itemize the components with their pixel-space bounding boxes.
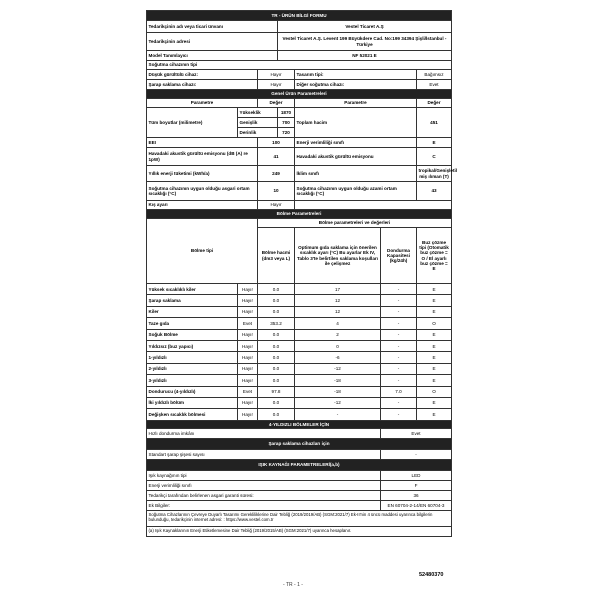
compartment-defrost-type: O	[417, 386, 452, 397]
compartment-present: Hayır	[238, 306, 258, 317]
dimension-name: Genişlik	[238, 118, 278, 128]
compartment-defrost-type: E	[417, 284, 452, 295]
compartment-volume: 0.0	[258, 329, 295, 340]
general-row-value: tropikal/Genişletil miş ılıman (T)	[417, 166, 452, 182]
fast-freeze-value: Evet	[381, 428, 452, 438]
compartment-subheader: Bölme parametreleri ve değerleri	[258, 219, 452, 228]
compartment-freeze-capacity: -	[381, 295, 417, 306]
compartment-freeze-capacity: -	[381, 375, 417, 386]
general-row-value: 10	[258, 182, 295, 201]
footnote-regulation: Soğutma Cihazlarının Çevreye Duyarlı Tasarımı Gerekliliklerine Dair Tebliğ (2019/2019/AB) (SGM:2021/7) Ek-II'nin 4 üncü maddesi uyarınca bilgilerin bulunduğu, tedarikçinin internet adresi: : https://www.vestel.com.tr	[147, 510, 452, 526]
appliance-type-header: Soğutma cihazının tipi	[147, 61, 452, 70]
compartment-temp: -6	[295, 352, 381, 363]
compartment-present: Evet	[238, 318, 258, 329]
dimension-value: 1870	[278, 108, 295, 118]
compartment-present: Hayır	[238, 329, 258, 340]
total-volume-label: Toplam hacim	[295, 108, 417, 138]
light-row-value: F	[381, 480, 452, 490]
compartment-volume-header: Bölme hacmi (dm3 veya L)	[258, 228, 295, 284]
light-row-label: Tedarikçi tarafından belirlenen asgari garanti süresi:	[147, 490, 381, 500]
compartment-present: Hayır	[238, 409, 258, 420]
light-row-label: Enerji verimliliği sınıfı	[147, 480, 381, 490]
compartment-name: Şarap saklama	[147, 295, 238, 306]
col-header-value: Değer	[258, 99, 295, 108]
type-row-value: Bağımsız	[417, 70, 452, 80]
general-row-label: Soğutma cihazının uygun olduğu azami ortam sıcaklığı (°C)	[295, 182, 417, 201]
col-header-value: Değer	[417, 99, 452, 108]
general-row-label: Soğutma cihazının uygun olduğu asgari ortam sıcaklığı (°C)	[147, 182, 258, 201]
dimension-name: Derinlik	[238, 128, 278, 138]
compartment-temp: -18	[295, 386, 381, 397]
compartment-name: Dondurucu (4-yıldızlı)	[147, 386, 238, 397]
compartment-temp: -	[295, 409, 381, 420]
compartment-defrost-type: E	[417, 306, 452, 317]
type-row-value: Evet	[417, 80, 452, 90]
compartment-volume: 0.0	[258, 363, 295, 374]
compartment-present: Hayır	[238, 363, 258, 374]
compartment-defrost-type: E	[417, 409, 452, 420]
compartment-volume: 0.0	[258, 284, 295, 295]
compartment-present: Evet	[238, 386, 258, 397]
compartment-temp: 4	[295, 318, 381, 329]
general-row-label: İklim sınıfı	[295, 166, 417, 182]
compartment-temp: 12	[295, 295, 381, 306]
compartment-freeze-capacity: -	[381, 306, 417, 317]
dimension-value: 720	[278, 128, 295, 138]
type-row-value: Hayır	[258, 70, 295, 80]
compartment-temp: -12	[295, 363, 381, 374]
compartment-present: Hayır	[238, 340, 258, 351]
compartment-defrost-type: E	[417, 295, 452, 306]
address-label: Tedarikçinin adresi	[147, 33, 278, 51]
compartment-freeze-capacity: -	[381, 329, 417, 340]
compartment-temp: 17	[295, 284, 381, 295]
light-row-label: Işık kaynağının tipi	[147, 470, 381, 480]
footnote-light-source: (a) Işık Kaynaklarının Enerji Etiketlemesine Dair Tebliğ (2019/2015/AB) (SGM:2021/7) uyarınca hesaplanır.	[147, 526, 452, 536]
compartment-volume: 97.8	[258, 386, 295, 397]
compartment-volume: 0.0	[258, 306, 295, 317]
general-row-value: 43	[417, 182, 452, 201]
compartment-temp: 0	[295, 340, 381, 351]
dimensions-label: Tüm boyutlar (milimetre)	[147, 108, 238, 138]
compartment-name: Kiler	[147, 306, 238, 317]
compartment-temp-header: Optimum gıda saklama için önerilen sıcaklık ayarı (°C) Bu ayarlar Ek IV, Tablo 3'te belirtilen saklama koşulları ile çelişmez	[295, 228, 381, 284]
compartment-freeze-header: Dondurma Kapasitesi (kg/24h)	[381, 228, 417, 284]
winter-setting-value: Hayır	[258, 201, 295, 210]
wine-bottles-label: Standart şarap şişesi sayısı	[147, 449, 381, 459]
compartment-params-header: Bölme Parametreleri	[147, 210, 452, 219]
model-label: Model Tanımlayıcı	[147, 51, 278, 61]
compartment-present: Hayır	[238, 375, 258, 386]
compartment-temp: 12	[295, 306, 381, 317]
page-number: - TR - 1 -	[283, 582, 303, 588]
winter-setting-label: Kış ayarı	[147, 201, 258, 210]
general-params-header: Genel Ürün Parametreleri	[147, 90, 452, 99]
compartment-name: 2-yıldızlı	[147, 363, 238, 374]
type-row-label: Diğer soğutma cihazı:	[295, 80, 417, 90]
general-row-label: Havadaki akustik gürültü emisyonu (dB (A) re 1pW)	[147, 148, 258, 166]
general-row-label: Havadaki akustik gürültü emisyonu	[295, 148, 417, 166]
compartment-name: Soğuk Bölme	[147, 329, 238, 340]
light-row-value: LED	[381, 470, 452, 480]
four-star-header: 4-YILDIZLI BÖLMELER İÇİN	[147, 420, 452, 428]
dimension-value: 700	[278, 118, 295, 128]
wine-bottles-value: -	[381, 449, 452, 459]
compartment-name: 3-yıldızlı	[147, 375, 238, 386]
type-row-label: Şarap saklama cihazı:	[147, 80, 258, 90]
compartment-volume: 0.0	[258, 340, 295, 351]
light-row-value: 36	[381, 490, 452, 500]
general-row-label: Yıllık enerji tüketimi (kWh/a)	[147, 166, 258, 182]
compartment-defrost-type: E	[417, 375, 452, 386]
form-title: TR - ÜRÜN BİLGİ FORMU	[147, 11, 452, 21]
compartment-name: Yıldızsız (buz yapıcı)	[147, 340, 238, 351]
compartment-freeze-capacity: -	[381, 352, 417, 363]
compartment-volume: 0.0	[258, 352, 295, 363]
compartment-freeze-capacity: -	[381, 409, 417, 420]
compartment-volume: 0.0	[258, 295, 295, 306]
compartment-name: 1-yıldızlı	[147, 352, 238, 363]
dimension-name: Yükseklik	[238, 108, 278, 118]
compartment-freeze-capacity: -	[381, 284, 417, 295]
compartment-name: Taze gıda	[147, 318, 238, 329]
general-row-value: 249	[258, 166, 295, 182]
type-row-label: Tasarım tipi:	[295, 70, 417, 80]
compartment-present: Hayır	[238, 397, 258, 408]
supplier-value: Vestel Ticaret A.Ş	[278, 21, 452, 33]
general-row-value: 100	[258, 138, 295, 148]
compartment-defrost-header: Buz çözme tipi (Otomatik buz çözme = O / El ayarlı buz çözme = E	[417, 228, 452, 284]
compartment-volume: 0.0	[258, 397, 295, 408]
type-row-label: Düşük gürültülü cihaz:	[147, 70, 258, 80]
compartment-defrost-type: E	[417, 329, 452, 340]
compartment-freeze-capacity: -	[381, 363, 417, 374]
compartment-temp: -18	[295, 375, 381, 386]
light-row-value: EN 60704-2-14/EN 60704-3	[381, 500, 452, 510]
general-row-value: 41	[258, 148, 295, 166]
compartment-freeze-capacity: -	[381, 318, 417, 329]
compartment-volume: 353.2	[258, 318, 295, 329]
col-header-param: Parametre	[147, 99, 258, 108]
compartment-temp: -12	[295, 397, 381, 408]
light-source-header: IŞIK KAYNAĞI PARAMETRELERİ(a,b)	[147, 459, 452, 470]
compartment-type-header: Bölme tipi	[147, 219, 258, 284]
product-info-sheet	[146, 10, 458, 537]
model-value: NF 52021 E	[278, 51, 452, 61]
compartment-defrost-type: E	[417, 352, 452, 363]
compartment-name: Değişken sıcaklık bölmesi	[147, 409, 238, 420]
address-value: Vestel Ticaret A.Ş. Levent 199 Büyükdere Cad. No:199 34394 Şişli/İstanbul - Türkiye	[278, 33, 452, 51]
compartment-defrost-type: E	[417, 340, 452, 351]
general-row-label: Enerji verimliliği sınıfı	[295, 138, 417, 148]
general-row-value: E	[417, 138, 452, 148]
light-row-label: Ek Bilgiler:	[147, 500, 381, 510]
product-info-table	[146, 10, 458, 537]
compartment-present: Hayır	[238, 295, 258, 306]
type-row-value: Hayır	[258, 80, 295, 90]
col-header-param: Parametre	[295, 99, 417, 108]
compartment-freeze-capacity: -	[381, 340, 417, 351]
compartment-defrost-type: E	[417, 363, 452, 374]
compartment-volume: 0.0	[258, 375, 295, 386]
compartment-name: İki yıldızlı bölüm	[147, 397, 238, 408]
compartment-freeze-capacity: -	[381, 397, 417, 408]
compartment-freeze-capacity: 7.0	[381, 386, 417, 397]
compartment-defrost-type: O	[417, 318, 452, 329]
compartment-name: Yüksek sıcaklıklı kiler	[147, 284, 238, 295]
compartment-present: Hayır	[238, 284, 258, 295]
compartment-temp: 2	[295, 329, 381, 340]
supplier-label: Tedarikçinin adı veya ticari ünvanı	[147, 21, 278, 33]
general-row-label: EEI	[147, 138, 258, 148]
compartment-volume: 0.0	[258, 409, 295, 420]
compartment-present: Hayır	[238, 352, 258, 363]
compartment-defrost-type: E	[417, 397, 452, 408]
general-row-value: C	[417, 148, 452, 166]
total-volume-value: 451	[417, 108, 452, 138]
document-code: 52480370	[419, 572, 444, 578]
wine-header: Şarap saklama cihazları için	[147, 438, 452, 449]
fast-freeze-label: Hızlı dondurma imkânı	[147, 428, 381, 438]
